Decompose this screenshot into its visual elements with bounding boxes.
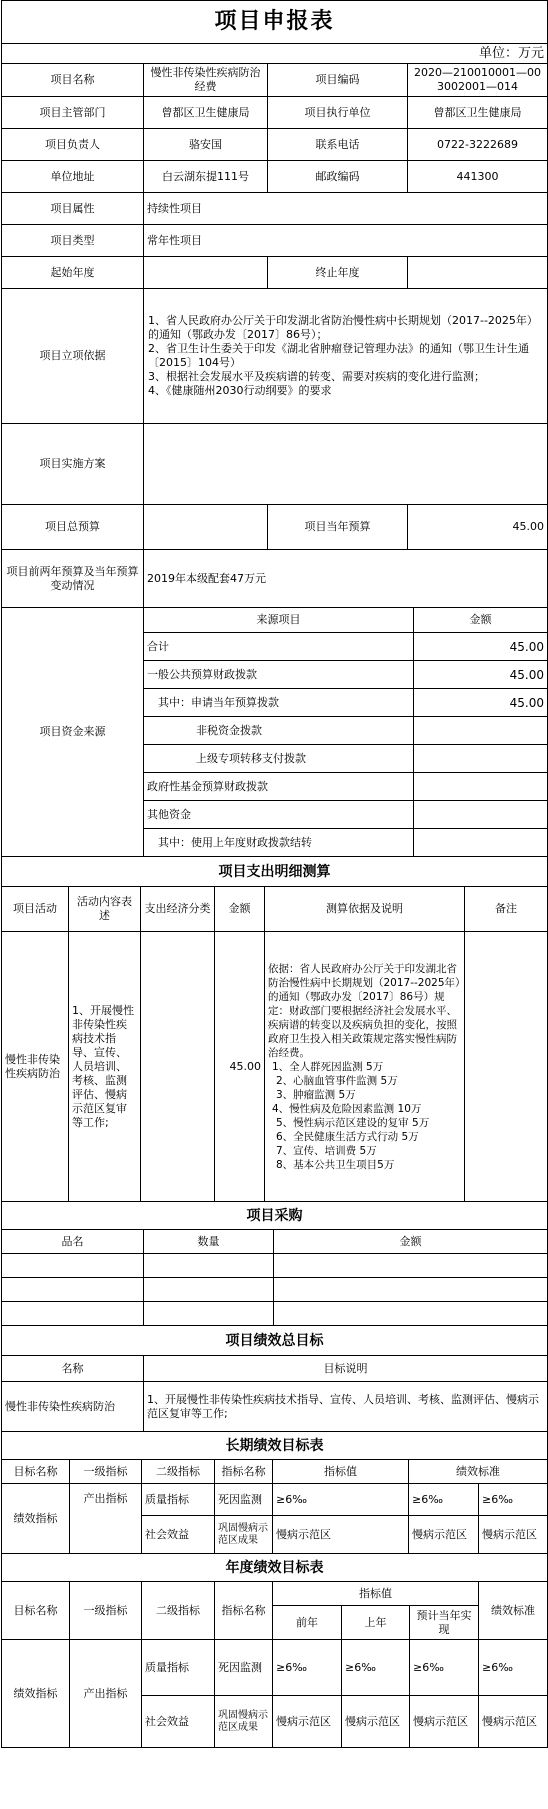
funding-row-amount [414,773,548,801]
purchase-table [1,1201,548,1326]
annual-value: 慢病示范区 [410,1696,479,1748]
annual-table [1,1553,548,1748]
long-standard: ≥6‰ [409,1484,479,1516]
funding-row-name: 合计 [144,633,414,661]
long-standard: 慢病示范区 [479,1516,548,1554]
expense-header: 支出经济分类 [141,887,215,932]
long-standard: ≥6‰ [479,1484,548,1516]
long-value: ≥6‰ [273,1484,409,1516]
funding-row-amount [414,745,548,773]
annual-header: 目标名称 [2,1582,70,1640]
expense-basis-line: 8、基本公共卫生项目5万 [276,1158,395,1171]
plan-value [144,424,548,505]
purchase-cell [144,1278,274,1302]
annual-header: 指标值 [273,1582,479,1606]
owner-value: 骆安国 [144,129,268,161]
long-header: 绩效标准 [409,1460,548,1484]
phone-label: 联系电话 [268,129,408,161]
prev-budget-value: 2019年本级配套47万元 [144,550,548,608]
funding-header-amount: 金额 [414,608,548,633]
goal-header-name: 名称 [2,1356,144,1382]
long-section-title: 长期绩效目标表 [2,1432,548,1460]
expense-basis-line: 6、全民健康生活方式行动 5万 [276,1130,419,1143]
annual-level2: 社会效益 [142,1696,215,1748]
expense-basis-line: 5、慢性病示范区建设的复审 5万 [276,1116,430,1129]
basis-line: 3、根据社会发展水平及疾病谱的转变、需要对疾病的变化进行监测； [148,370,485,383]
annual-header: 指标名称 [215,1582,273,1640]
start-year-label: 起始年度 [2,257,144,289]
total-budget-label: 项目总预算 [2,505,144,550]
funding-row-amount: 45.00 [414,661,548,689]
funding-row-amount [414,829,548,857]
long-header: 一级指标 [70,1460,142,1484]
funding-header-source: 来源项目 [144,608,414,633]
expense-table [1,856,548,1202]
long-indicator: 死因监测 [215,1484,273,1516]
dept-label: 项目主管部门 [2,97,144,129]
expense-content: 1、开展慢性非传染性疾病技术指导、宣传、人员培训、考核、监测评估、慢病示范区复审等工作; [69,932,141,1202]
annual-standard: 慢病示范区 [479,1696,548,1748]
annual-value: 慢病示范区 [273,1696,342,1748]
funding-row-amount: 45.00 [414,689,548,717]
purchase-header: 金额 [274,1230,548,1254]
expense-header: 金额 [215,887,265,932]
funding-row-name: 其中：申请当年预算拨款 [144,689,414,717]
purchase-cell [144,1302,274,1326]
long-standard: 慢病示范区 [409,1516,479,1554]
long-target: 绩效指标 [2,1484,70,1554]
prev-budget-label: 项目前两年预算及当年预算变动情况 [2,550,144,608]
owner-label: 项目负责人 [2,129,144,161]
expense-amount: 45.00 [215,932,265,1202]
funding-row-name: 其中：使用上年度财政拨款结转 [144,829,414,857]
purchase-section-title: 项目采购 [2,1202,548,1230]
annual-value: ≥6‰ [342,1640,410,1696]
unit-label: 单位：万元 [2,44,548,64]
basis-label: 项目立项依据 [2,289,144,424]
annual-subheader: 前年 [273,1606,342,1640]
expense-header: 活动内容表述 [69,887,141,932]
expense-activity: 慢性非传染性疾病防治 [2,932,69,1202]
purchase-cell [2,1302,144,1326]
address-value: 白云湖东提111号 [144,161,268,193]
year-budget-value: 45.00 [408,505,548,550]
annual-header: 绩效标准 [479,1582,548,1640]
purchase-cell [274,1254,548,1278]
purchase-cell [2,1254,144,1278]
annual-indicator: 巩固慢病示范区成果 [215,1696,273,1748]
expense-basis-line: 7、宣传、培训费 5万 [276,1144,377,1157]
funding-row-amount [414,801,548,829]
expense-header: 测算依据及说明 [265,887,465,932]
funding-row-amount: 45.00 [414,633,548,661]
purchase-cell [274,1278,548,1302]
funding-table [1,607,548,857]
purchase-cell [144,1254,274,1278]
project-name-value: 慢性非传染性疾病防治经费 [144,64,268,97]
purchase-header: 数量 [144,1230,274,1254]
long-header: 二级指标 [142,1460,215,1484]
long-value: 慢病示范区 [273,1516,409,1554]
zip-value: 441300 [408,161,548,193]
annual-value: ≥6‰ [273,1640,342,1696]
funding-row-name: 政府性基金预算财政拨款 [144,773,414,801]
funding-row-name: 其他资金 [144,801,414,829]
project-code-value: 2020—210010001—003002001—014 [408,64,548,97]
end-year-label: 终止年度 [268,257,408,289]
expense-basis-line: 3、肿瘤监测 5万 [276,1088,356,1101]
basis-line: 1、省人民政府办公厅关于印发湖北省防治慢性病中长期规划（2017--2025年）的通知（鄂政办发〔2017〕86号）； [148,314,538,341]
annual-header: 一级指标 [70,1582,142,1640]
expense-category [141,932,215,1202]
annual-indicator: 死因监测 [215,1640,273,1696]
funding-row-amount [414,717,548,745]
goal-desc: 1、开展慢性非传染性疾病技术指导、宣传、人员培训、考核、监测评估、慢病示范区复审等工作; [144,1382,548,1432]
long-level2: 质量指标 [142,1484,215,1516]
purchase-header: 品名 [2,1230,144,1254]
declaration-form [1,0,547,1748]
end-year-value [408,257,548,289]
long-header: 指标名称 [215,1460,273,1484]
dept-value: 曾都区卫生健康局 [144,97,268,129]
plan-label: 项目实施方案 [2,424,144,505]
exec-unit-label: 项目执行单位 [268,97,408,129]
expense-basis [265,932,465,1202]
purchase-cell [2,1278,144,1302]
start-year-value [144,257,268,289]
expense-header: 备注 [465,887,548,932]
annual-header: 二级指标 [142,1582,215,1640]
type-value: 常年性项目 [144,225,548,257]
long-indicator: 巩固慢病示范区成果 [215,1516,273,1554]
project-code-label: 项目编码 [268,64,408,97]
phone-value: 0722-3222689 [408,129,548,161]
goal-header-desc: 目标说明 [144,1356,548,1382]
long-term-table [1,1431,548,1554]
annual-value: ≥6‰ [410,1640,479,1696]
expense-note [465,932,548,1202]
expense-basis-line: 1、全人群死因监测 5万 [272,1060,384,1073]
funding-row-name: 非税资金拨款 [144,717,414,745]
annual-section-title: 年度绩效目标表 [2,1554,548,1582]
basis-line: 2、省卫生计生委关于印发《湖北省肿瘤登记管理办法》的通知（鄂卫生计生通〔2015〕104号） [148,342,529,369]
long-header: 指标值 [273,1460,409,1484]
total-budget-value [144,505,268,550]
expense-section-title: 项目支出明细测算 [2,857,548,887]
annual-value: 慢病示范区 [342,1696,410,1748]
attr-value: 持续性项目 [144,193,548,225]
year-budget-label: 项目当年预算 [268,505,408,550]
project-name-label: 项目名称 [2,64,144,97]
goal-table [1,1325,548,1432]
goal-section-title: 项目绩效总目标 [2,1326,548,1356]
basis-text [144,289,548,424]
annual-level2: 质量指标 [142,1640,215,1696]
type-label: 项目类型 [2,225,144,257]
expense-header: 项目活动 [2,887,69,932]
funding-label: 项目资金来源 [2,608,144,857]
expense-basis-line: 2、心脑血管事件监测 5万 [276,1074,398,1087]
goal-name: 慢性非传染性疾病防治 [2,1382,144,1432]
annual-subheader: 上年 [342,1606,410,1640]
basic-info-table [1,0,548,608]
attr-label: 项目属性 [2,193,144,225]
annual-target: 绩效指标 [2,1640,70,1748]
form-title: 项目申报表 [2,1,548,44]
expense-basis-line: 依据：省人民政府办公厅关于印发湖北省防治慢性病中长期规划（2017--2025年）的通知（鄂政办发〔2017〕86号）规定：财政部门要根据经济社会发展水平、疾病谱的转变以及疾病负担的变化，按照政府卫生投入相关政策规定落实慢性病防治经费。 [268,962,461,1059]
long-level2: 社会效益 [142,1516,215,1554]
annual-subheader: 预计当年实现 [410,1606,479,1640]
annual-level1: 产出指标 [70,1640,142,1748]
long-level1: 产出指标 [70,1484,142,1554]
basis-line: 4、《健康随州2030行动纲要》的要求 [148,384,332,397]
purchase-cell [274,1302,548,1326]
exec-unit-value: 曾都区卫生健康局 [408,97,548,129]
funding-row-name: 上级专项转移支付拨款 [144,745,414,773]
long-header: 目标名称 [2,1460,70,1484]
address-label: 单位地址 [2,161,144,193]
funding-row-name: 一般公共预算财政拨款 [144,661,414,689]
zip-label: 邮政编码 [268,161,408,193]
annual-standard: ≥6‰ [479,1640,548,1696]
expense-basis-line: 4、慢性病及危险因素监测 10万 [272,1102,422,1115]
